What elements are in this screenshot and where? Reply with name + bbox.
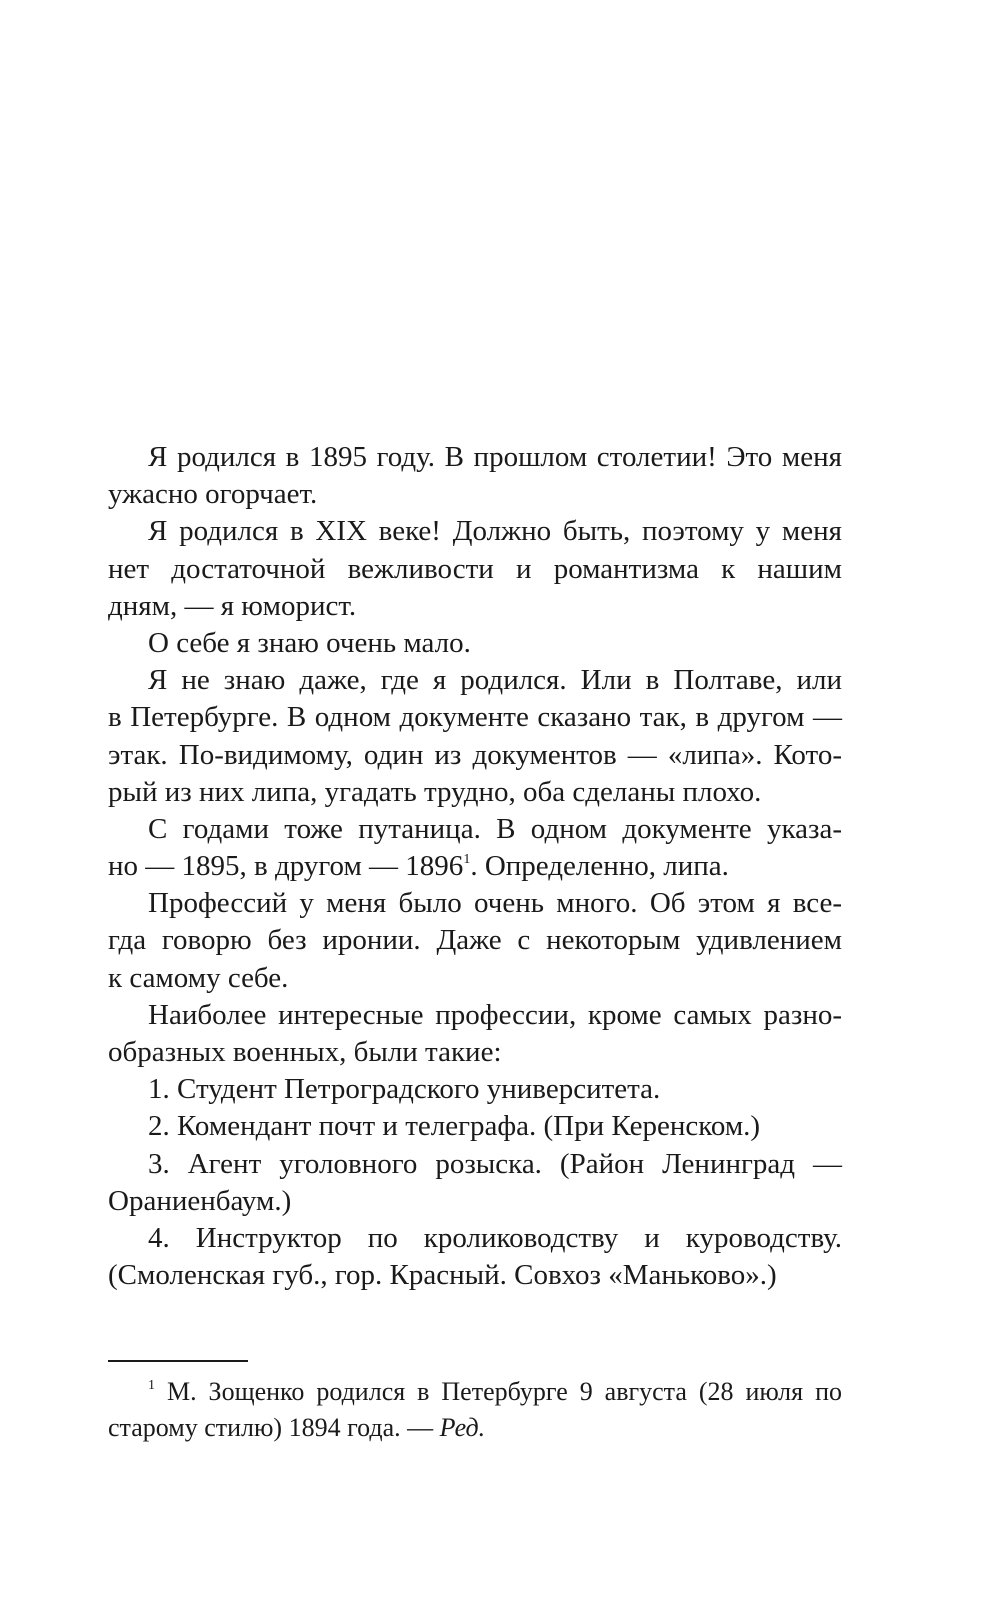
- list-item: 2. Комендант почт и телеграфа. (При Керенском.): [148, 1110, 761, 1143]
- text-line: Я родился в XIX веке! Должно быть, поэтому у меня: [148, 515, 842, 548]
- list-item: 4. Инструктор по кролиководству и куроводству.: [148, 1221, 842, 1254]
- list-item-continuation: Ораниенбаум.): [108, 1184, 292, 1217]
- text-line: в Петербурге. В одном документе сказано так, в другом —: [108, 701, 842, 734]
- text-line-with-footnote: [108, 848, 842, 885]
- text-line: С годами тоже путаница. В одном документе указа-: [148, 812, 842, 845]
- list-item-continuation: (Смоленская губ., гор. Красный. Совхоз «Маньково».): [108, 1259, 777, 1292]
- text-line: ужасно огорчает.: [108, 478, 318, 511]
- footnote-reference[interactable]: 1: [463, 852, 471, 868]
- main-text: [108, 439, 842, 1294]
- text-line: рый из них липа, угадать трудно, оба сделаны плохо.: [108, 775, 762, 808]
- list-item: 3. Агент уголовного розыска. (Район Ленинград —: [148, 1147, 842, 1180]
- text-line: гда говорю без иронии. Даже с некоторым удивлением: [108, 924, 842, 957]
- footnote-line: [108, 1410, 842, 1446]
- text-line: к самому себе.: [108, 961, 289, 994]
- text-line: нет достаточной вежливости и романтизма к нашим: [108, 552, 842, 585]
- text-line: образных военных, были такие:: [108, 1036, 502, 1068]
- text-line: Я родился в 1895 году. В прошлом столетии! Это меня: [148, 441, 842, 473]
- footnote-text: старому стилю) 1894 года. —: [108, 1413, 440, 1442]
- text-line: О себе я знаю очень мало.: [148, 626, 471, 659]
- footnote: [108, 1374, 842, 1446]
- text-line: Я не знаю даже, где я родился. Или в Полтаве, или: [148, 664, 842, 697]
- footnote-mark: 1: [148, 1378, 155, 1393]
- text-fragment: . Определенно, липа.: [470, 850, 729, 883]
- text-fragment: но — 1895, в другом — 1896: [108, 850, 464, 883]
- footnote-divider: [108, 1360, 248, 1362]
- text-line: Профессий у меня было очень много. Об этом я все-: [148, 887, 842, 920]
- text-line: Наиболее интересные профессии, кроме самых разно-: [148, 998, 842, 1031]
- footnote-line: [108, 1374, 842, 1410]
- text-line: этак. По-видимому, один из документов — «липа». Кото-: [108, 738, 842, 771]
- text-line: дням, — я юморист.: [108, 589, 357, 622]
- footnote-text: М. Зощенко родился в Петербурге 9 августа (28 июля по: [166, 1377, 843, 1406]
- list-item: 1. Студент Петроградского университета.: [148, 1073, 661, 1106]
- footnote-editor-note: Ред.: [439, 1413, 486, 1442]
